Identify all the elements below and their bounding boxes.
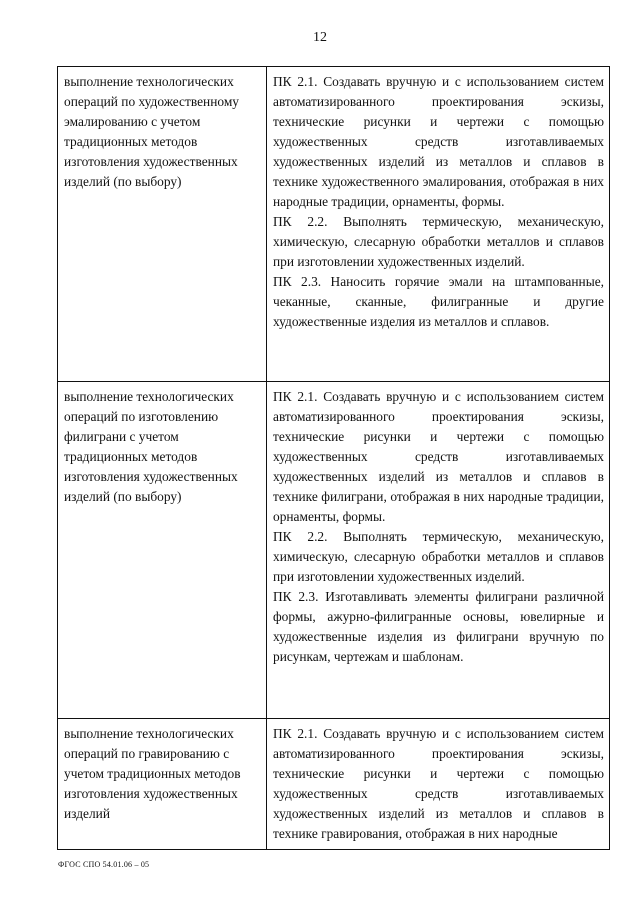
document-footer: ФГОС СПО 54.01.06 – 05 [58, 860, 150, 869]
competency-item: ПК 2.3. Наносить горячие эмали на штампованные, чеканные, сканные, филигранные и другие художественные изделия из металлов и сплавов. [273, 274, 604, 329]
competency-item: ПК 2.2. Выполнять термическую, механическую, химическую, слесарную обработки металлов и сплавов при изготовлении художественных изделий. [273, 529, 604, 584]
competencies-table [57, 66, 610, 850]
activity-cell [58, 382, 267, 719]
table-row [58, 719, 610, 850]
activity-text: выполнение технологических операций по художественному эмалированию с учетом традиционных методов изготовления художественных изделий (по выбору) [64, 74, 239, 189]
competency-item: ПК 2.1. Создавать вручную и с использованием систем автоматизированного проектирования эскизы, технические рисунки и чертежи с помощью художественных средств изготавливаемых художественных изделий из металлов и сплавов в технике художественного эмалирования, отображая в них народные традиции, орнаменты, формы. [273, 74, 604, 209]
activity-text: выполнение технологических операций по изготовлению филиграни с учетом традиционных методов изготовления художественных изделий (по выбору) [64, 389, 238, 504]
competencies-cell [267, 67, 610, 382]
page-number: 12 [313, 30, 327, 45]
competency-item: ПК 2.3. Изготавливать элементы филиграни различной формы, ажурно-филигранные основы, ювелирные и художественные изделия из филиграни вручную по рисункам, чертежам и шаблонам. [273, 589, 604, 664]
table-row [58, 382, 610, 719]
competency-item: ПК 2.1. Создавать вручную и с использованием систем автоматизированного проектирования эскизы, технические рисунки и чертежи с помощью художественных средств изготавливаемых художественных изделий из металлов и сплавов в технике гравирования, отображая в них народные [273, 726, 604, 841]
competency-item: ПК 2.1. Создавать вручную и с использованием систем автоматизированного проектирования эскизы, технические рисунки и чертежи с помощью художественных средств изготавливаемых художественных изделий из металлов и сплавов в технике филиграни, отображая в них народные традиции, орнаменты, формы. [273, 389, 604, 524]
competencies-cell [267, 382, 610, 719]
activity-cell [58, 67, 267, 382]
competencies-cell [267, 719, 610, 850]
activity-text: выполнение технологических операций по гравированию с учетом традиционных методов изготовления художественных изделий [64, 726, 241, 821]
competency-item: ПК 2.2. Выполнять термическую, механическую, химическую, слесарную обработки металлов и сплавов при изготовлении художественных изделий. [273, 214, 604, 269]
activity-cell [58, 719, 267, 850]
table-row [58, 67, 610, 382]
